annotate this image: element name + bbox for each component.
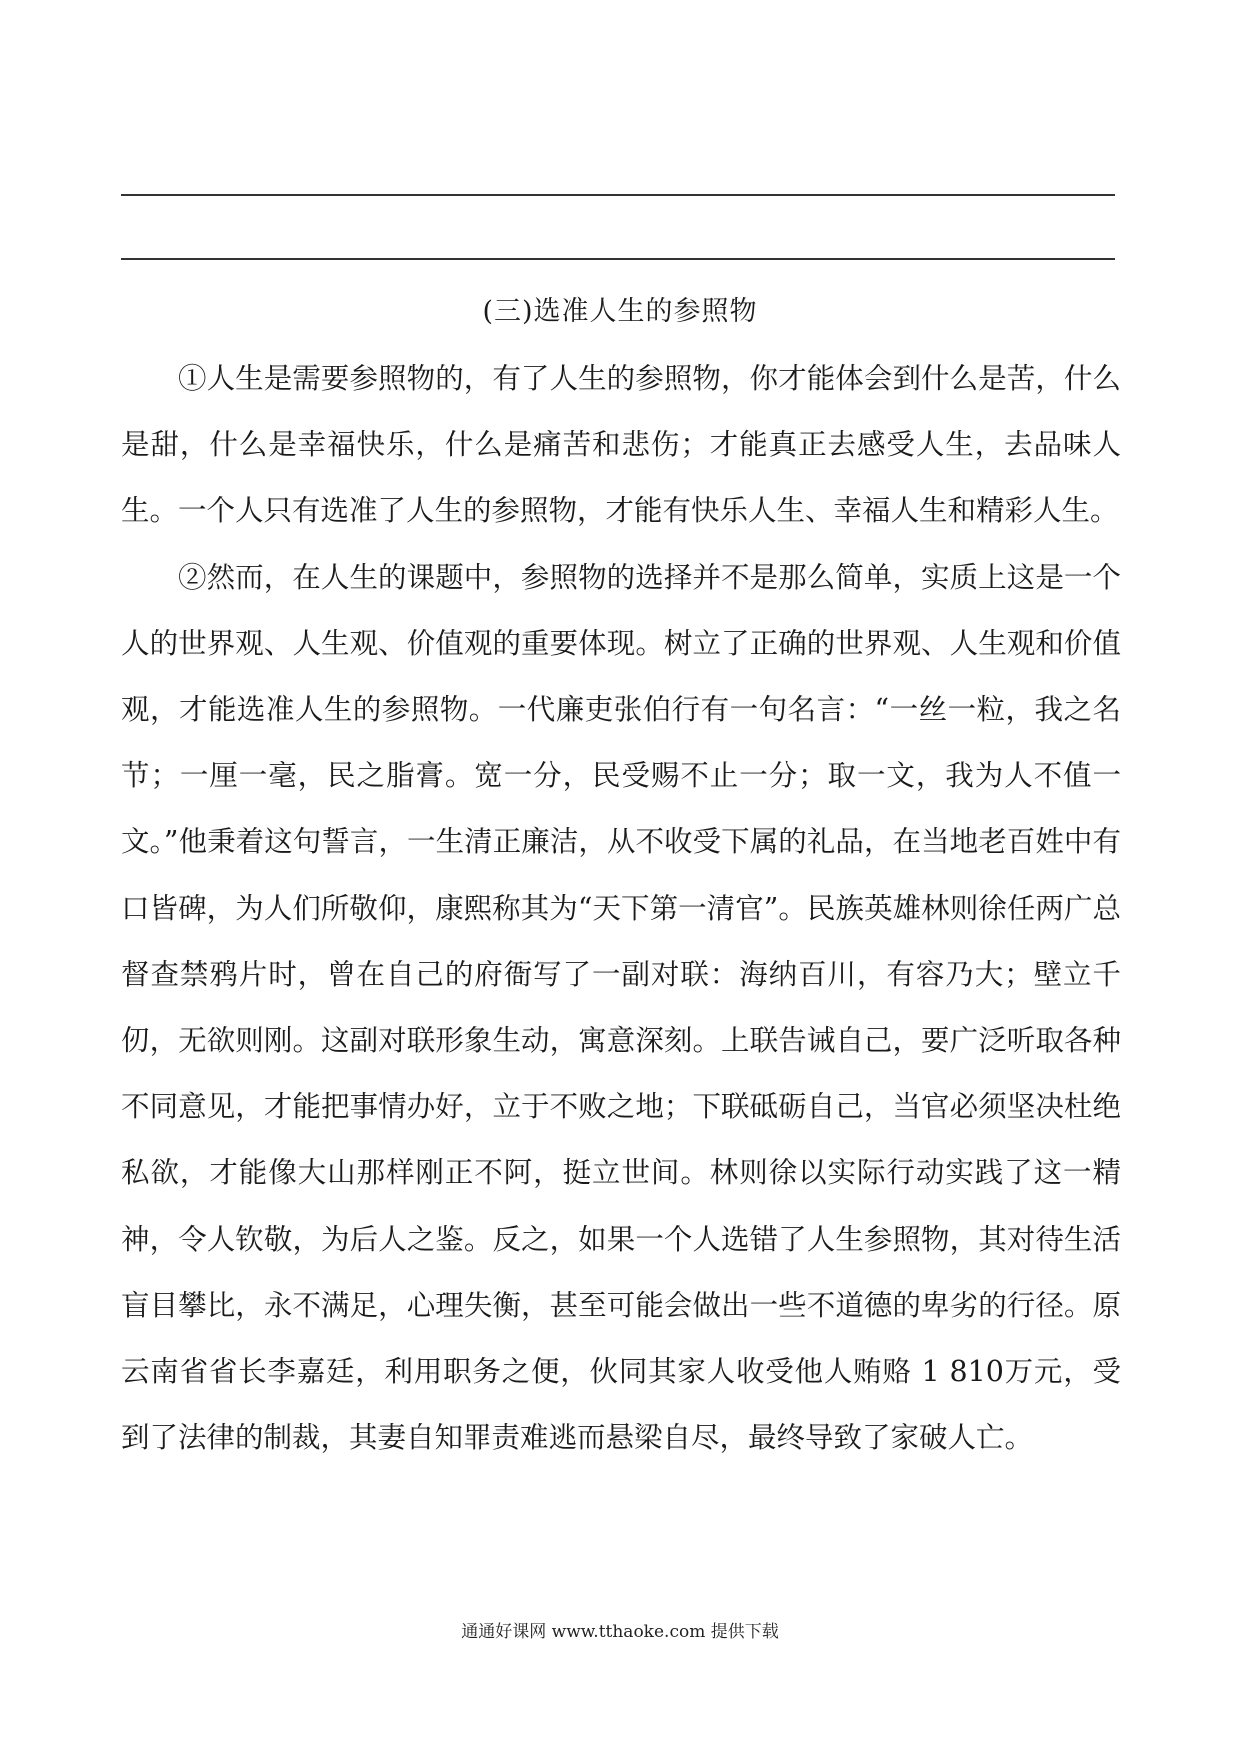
- answer-line-1: [121, 194, 1115, 196]
- answer-line-2: [121, 258, 1115, 260]
- paragraph-1: ①人生是需要参照物的，有了人生的参照物，你才能体会到什么是苦，什么是甜，什么是幸福快乐，什么是痛苦和悲伤；才能真正去感受人生，去品味人生。一个人只有选准了人生的参照物，才能有快乐人生、幸福人生和精彩人生。: [121, 362, 1121, 528]
- section-title: (三)选准人生的参照物: [482, 296, 758, 327]
- paragraph-2: ②然而，在人生的课题中，参照物的选择并不是那么简单，实质上这是一个人的世界观、人生观、价值观的重要体现。树立了正确的世界观、人生观和价值观，才能选准人生的参照物。一代廉吏张伯行有一句名言：“一丝一粒，我之名节；一厘一毫，民之脂膏。宽一分，民受赐不止一分；取一文，我为人不值一文。”他秉着这句誓言，一生清正廉洁，从不收受下属的礼品，在当地老百姓中有口皆碑，为人们所敬仰，康熙称其为“天下第一清官”。民族英雄林则徐任两广总督查禁鸦片时，曾在自己的府衙写了一副对联：海纳百川，有容乃大；壁立千仞，无欲则刚。这副对联形象生动，寓意深刻。上联告诫自己，要广泛听取各种不同意见，才能把事情办好，立于不败之地；下联砥砺自己，当官必须坚决杜绝私欲，才能像大山那样刚正不阿，挺立世间。林则徐以实际行动实践了这一精神，令人钦敬，为后人之鉴。反之，如果一个人选错了人生参照物，其对待生活盲目攀比，永不满足，心理失衡，甚至可能会做出一些不道德的卑劣的行径。原云南省省长李嘉廷，利用职务之便，伙同其家人收受他人贿赂 1 810万元，受到了法律的制裁，其妻自知罪责难逃而悬梁自尽，最终导致了家破人亡。: [121, 560, 1121, 1455]
- article-body: [121, 346, 1121, 1471]
- page-footer: 通通好课网 www.tthaoke.com 提供下载: [461, 1622, 779, 1642]
